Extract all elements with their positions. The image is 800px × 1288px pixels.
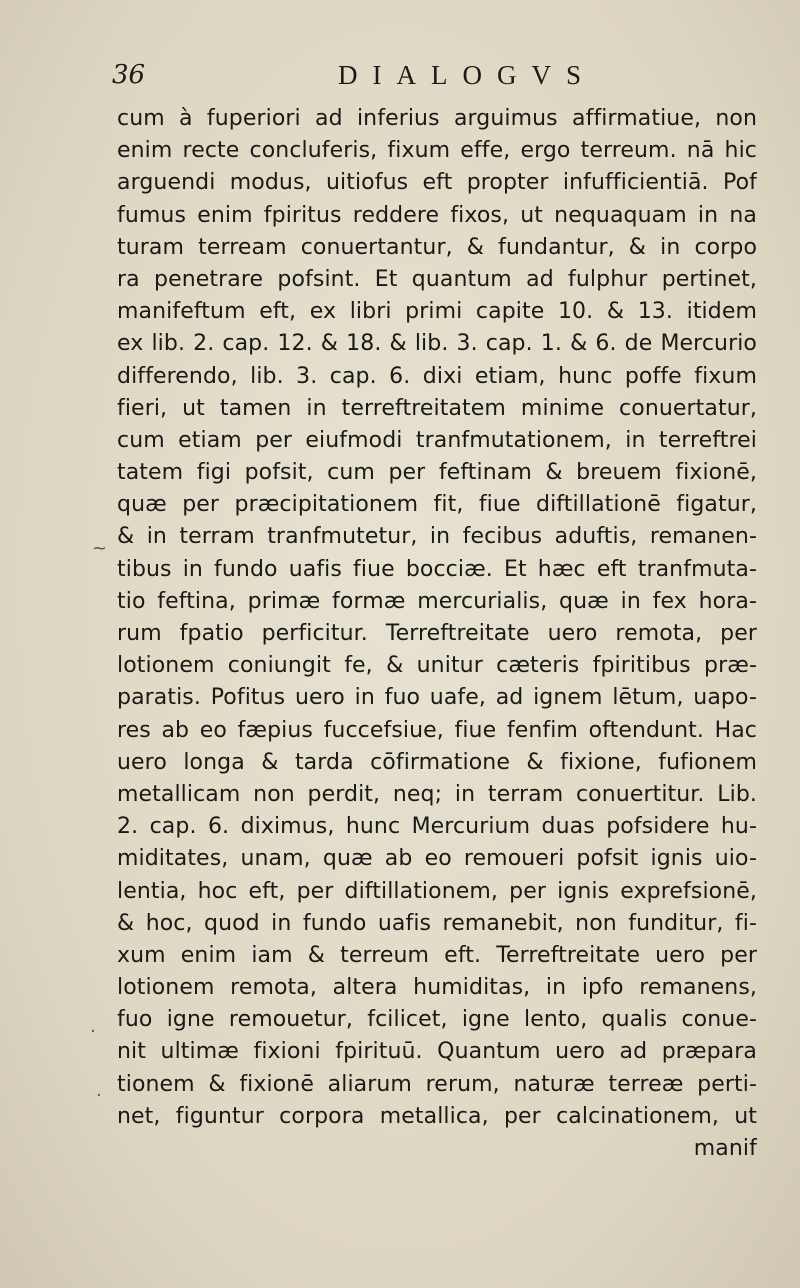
text-line: & hoc, quod in fundo uafis remanebit, non funditur, fi- <box>117 910 757 936</box>
text-line: net, figuntur corpora metallica, per calcinationem, ut <box>117 1103 757 1129</box>
text-line: ra penetrare pofsint. Et quantum ad fulphur pertinet, <box>117 266 757 292</box>
page-header <box>112 56 672 96</box>
text-line: quæ per præcipitationem fit, fiue diftillationē figatur, <box>117 492 757 518</box>
text-line: turam terream conuertantur, & fundantur, & in corpo <box>117 234 757 260</box>
running-head: DIALOGVS <box>338 60 596 90</box>
text-line: lentia, hoc eft, per diftillationem, per ignis exprefsionē, <box>117 878 757 904</box>
text-line: & in terram tranfmutetur, in fecibus aduftis, remanen- <box>117 524 757 550</box>
margin-mark: ~ <box>92 538 108 559</box>
text-line: ex lib. 2. cap. 12. & 18. & lib. 3. cap. 1. & 6. de Mercurio <box>117 331 757 357</box>
text-line: tio feftina, primæ formæ mercurialis, quæ in fex hora- <box>117 588 757 614</box>
text-line: cum etiam per eiufmodi tranfmutationem, in terreftrei <box>117 427 757 453</box>
body-text <box>117 103 757 1165</box>
text-line: enim recte concluferis, fixum effe, ergo terreum. nā hic <box>117 138 757 164</box>
text-line: nit ultimæ fixioni fpirituū. Quantum uero ad præpara <box>117 1039 757 1065</box>
text-line: paratis. Pofitus uero in fuo uafe, ad ignem lētum, uapo- <box>117 685 757 711</box>
text-line: manif <box>693 1136 757 1161</box>
text-line: tibus in fundo uafis fiue bocciæ. Et hæc eft tranfmuta- <box>117 556 757 582</box>
text-line: metallicam non perdit, neq; in terram conuertitur. Lib. <box>117 781 757 807</box>
text-line: lotionem remota, altera humiditas, in ipfo remanens, <box>117 975 757 1001</box>
text-line: tatem figi pofsit, cum per feftinam & breuem fixionē, <box>117 460 757 486</box>
text-line: lotionem coniungit fe, & unitur cæteris fpiritibus præ- <box>117 653 757 679</box>
text-line: uero longa & tarda cōfirmatione & fixione, fufionem <box>117 749 757 775</box>
text-line: fieri, ut tamen in terreftreitatem minime conuertatur, <box>117 395 757 421</box>
text-line: xum enim iam & terreum eft. Terreftreitate uero per <box>117 942 757 968</box>
text-line: rum fpatio perficitur. Terreftreitate uero remota, per <box>117 621 757 646</box>
page-number: 36 <box>112 60 146 90</box>
margin-mark: . <box>90 1016 96 1037</box>
text-line: fuo igne remouetur, fcilicet, igne lento, qualis conue- <box>117 1007 757 1033</box>
text-line: 2. cap. 6. diximus, hunc Mercurium duas pofsidere hu- <box>117 814 757 840</box>
text-line: manifeftum eft, ex libri primi capite 10. & 13. itidem <box>117 299 757 325</box>
text-line: res ab eo fæpius fuccefsiue, fiue fenfim oftendunt. Hac <box>117 717 757 743</box>
text-line: differendo, lib. 3. cap. 6. dixi etiam, hunc poffe fixum <box>117 363 757 389</box>
text-line: fumus enim fpiritus reddere fixos, ut nequaquam in na <box>117 202 757 228</box>
text-line: tionem & fixionē aliarum rerum, naturæ terreæ perti- <box>117 1071 757 1097</box>
text-line: miditates, unam, quæ ab eo remoueri pofsit ignis uio- <box>117 846 757 872</box>
text-line: arguendi modus, uitiofus eft propter infufficientiā. Pof <box>117 170 757 196</box>
margin-mark: . <box>96 1080 102 1101</box>
text-line: cum à fuperiori ad inferius arguimus affirmatiue, non <box>117 106 757 131</box>
